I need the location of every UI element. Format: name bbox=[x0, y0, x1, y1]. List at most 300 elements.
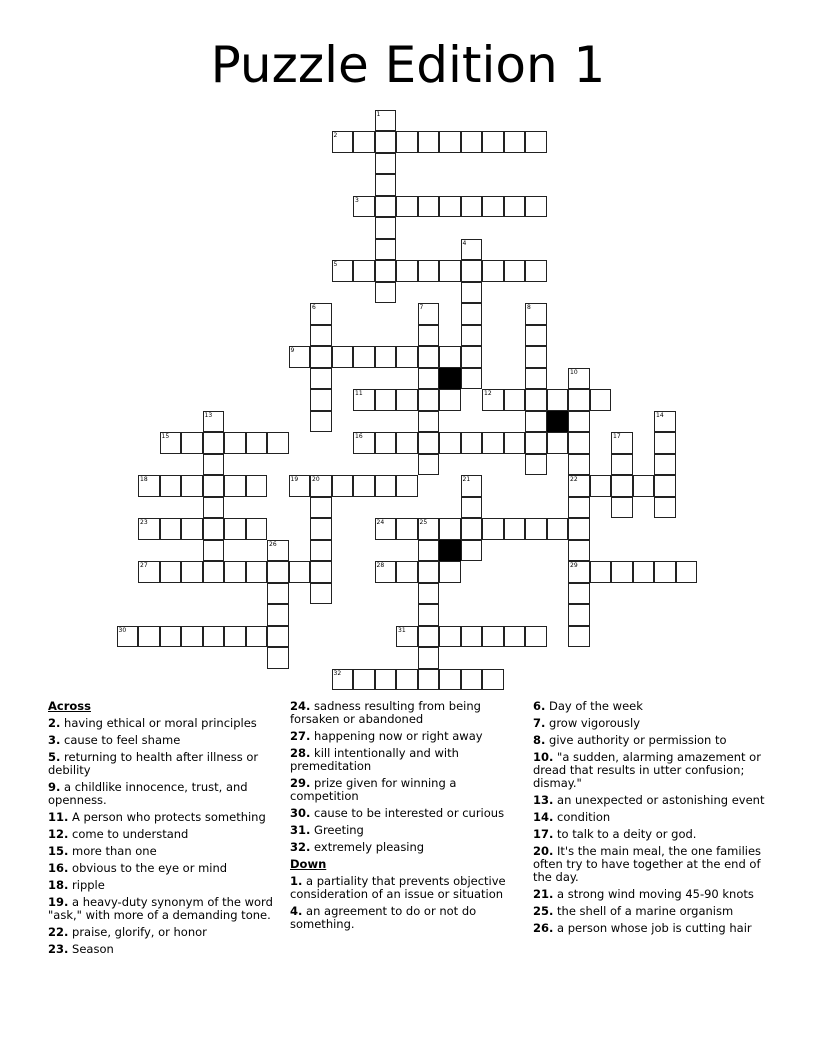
grid-cell[interactable] bbox=[203, 561, 225, 583]
grid-cell[interactable] bbox=[525, 411, 547, 433]
clue-number: 27. bbox=[290, 729, 311, 743]
grid-cell[interactable] bbox=[504, 626, 526, 648]
grid-cell[interactable] bbox=[590, 475, 612, 497]
cell-number: 12 bbox=[484, 390, 492, 397]
clue-text: Day of the week bbox=[549, 699, 643, 713]
grid-cell[interactable] bbox=[375, 260, 397, 282]
grid-cell[interactable] bbox=[461, 432, 483, 454]
grid-cell[interactable] bbox=[375, 346, 397, 368]
grid-cell[interactable] bbox=[461, 475, 483, 497]
grid-cell[interactable] bbox=[396, 626, 418, 648]
grid-cell[interactable] bbox=[375, 475, 397, 497]
clue-across-15 bbox=[48, 845, 280, 858]
grid-cell[interactable] bbox=[482, 669, 504, 691]
grid-cell[interactable] bbox=[461, 260, 483, 282]
grid-cell[interactable] bbox=[396, 389, 418, 411]
grid-cell[interactable] bbox=[396, 561, 418, 583]
clue-across-18 bbox=[48, 879, 280, 892]
cell-number: 13 bbox=[204, 411, 213, 419]
grid-cell[interactable] bbox=[375, 153, 397, 175]
grid-cell[interactable] bbox=[310, 497, 332, 519]
grid-cell[interactable] bbox=[396, 475, 418, 497]
grid-cell[interactable] bbox=[482, 196, 504, 218]
grid-cell[interactable] bbox=[160, 561, 182, 583]
grid-cell[interactable] bbox=[418, 626, 440, 648]
clue-number: 31. bbox=[290, 823, 311, 837]
grid-cell[interactable] bbox=[525, 454, 547, 476]
clue-text: prize given for winning a competition bbox=[290, 776, 457, 803]
grid-cell[interactable] bbox=[224, 626, 246, 648]
grid-cell[interactable] bbox=[375, 217, 397, 239]
cell-number: 16 bbox=[355, 433, 363, 440]
grid-cell[interactable] bbox=[181, 518, 203, 540]
grid-cell[interactable] bbox=[504, 518, 526, 540]
grid-cell[interactable] bbox=[224, 432, 246, 454]
grid-cell[interactable] bbox=[353, 346, 375, 368]
grid-cell[interactable] bbox=[418, 131, 440, 153]
grid-cell[interactable] bbox=[289, 475, 311, 497]
clue-text: a partiality that prevents objective consideration of an issue or situation bbox=[290, 874, 506, 901]
cell-number: 6 bbox=[312, 304, 316, 311]
grid-cell[interactable] bbox=[203, 626, 225, 648]
clue-number: 20. bbox=[533, 844, 554, 858]
clue-across-32 bbox=[290, 841, 522, 854]
grid-cell[interactable] bbox=[461, 239, 483, 261]
grid-cell[interactable] bbox=[396, 518, 418, 540]
grid-cell[interactable] bbox=[375, 196, 397, 218]
clue-number: 22. bbox=[48, 925, 69, 939]
grid-cell[interactable] bbox=[568, 626, 590, 648]
grid-cell[interactable] bbox=[310, 583, 332, 605]
clue-number: 19. bbox=[48, 895, 69, 909]
grid-cell[interactable] bbox=[568, 475, 590, 497]
clue-across-31 bbox=[290, 824, 522, 837]
grid-cell[interactable] bbox=[439, 196, 461, 218]
grid-cell[interactable] bbox=[224, 518, 246, 540]
grid-cell[interactable] bbox=[375, 282, 397, 304]
grid-cell[interactable] bbox=[375, 561, 397, 583]
grid-cell[interactable] bbox=[310, 346, 332, 368]
cell-number: 28 bbox=[376, 562, 385, 569]
clue-text: Greeting bbox=[314, 823, 364, 837]
grid-cell[interactable] bbox=[547, 518, 569, 540]
clue-across-24 bbox=[290, 700, 522, 726]
grid-cell[interactable] bbox=[246, 626, 268, 648]
grid-cell[interactable] bbox=[138, 626, 160, 648]
grid-cell[interactable] bbox=[568, 583, 590, 605]
grid-cell[interactable] bbox=[439, 131, 461, 153]
clue-across-3 bbox=[48, 734, 280, 747]
grid-cell[interactable] bbox=[375, 389, 397, 411]
grid-cell[interactable] bbox=[568, 518, 590, 540]
grid-cell[interactable] bbox=[633, 561, 655, 583]
grid-cell[interactable] bbox=[525, 518, 547, 540]
grid-cell[interactable] bbox=[353, 475, 375, 497]
clue-across-27 bbox=[290, 730, 522, 743]
grid-cell[interactable] bbox=[611, 497, 633, 519]
clue-across-9 bbox=[48, 781, 280, 807]
grid-cell[interactable] bbox=[332, 131, 354, 153]
clue-down-13 bbox=[533, 794, 773, 807]
grid-cell[interactable] bbox=[310, 325, 332, 347]
grid-cell[interactable] bbox=[353, 669, 375, 691]
grid-cell[interactable] bbox=[568, 432, 590, 454]
grid-cell[interactable] bbox=[568, 368, 590, 390]
cell-number: 7 bbox=[419, 304, 424, 311]
clue-down-17 bbox=[533, 828, 773, 841]
clue-number: 18. bbox=[48, 878, 69, 892]
grid-cell[interactable] bbox=[396, 669, 418, 691]
grid-cell[interactable] bbox=[138, 475, 160, 497]
grid-cell[interactable] bbox=[375, 174, 397, 196]
grid-cell[interactable] bbox=[289, 561, 311, 583]
clue-number: 21. bbox=[533, 887, 554, 901]
grid-cell[interactable] bbox=[461, 282, 483, 304]
clue-down-14 bbox=[533, 811, 773, 824]
grid-cell[interactable] bbox=[375, 518, 397, 540]
grid-cell[interactable] bbox=[203, 540, 225, 562]
clue-number: 8. bbox=[533, 733, 546, 747]
grid-cell[interactable] bbox=[525, 346, 547, 368]
grid-cell[interactable] bbox=[611, 475, 633, 497]
grid-cell[interactable] bbox=[654, 475, 676, 497]
grid-cell[interactable] bbox=[504, 131, 526, 153]
grid-cell[interactable] bbox=[590, 389, 612, 411]
clue-number: 32. bbox=[290, 840, 311, 854]
grid-cell[interactable] bbox=[525, 196, 547, 218]
grid-cell[interactable] bbox=[203, 518, 225, 540]
clue-across-12 bbox=[48, 828, 280, 841]
grid-cell[interactable] bbox=[418, 647, 440, 669]
grid-cell[interactable] bbox=[461, 368, 483, 390]
grid-cell[interactable] bbox=[396, 260, 418, 282]
grid-cell[interactable] bbox=[654, 497, 676, 519]
down-heading: Down bbox=[290, 857, 327, 871]
cell-number: 19 bbox=[290, 476, 299, 483]
grid-cell[interactable] bbox=[310, 540, 332, 562]
grid-cell[interactable] bbox=[418, 196, 440, 218]
clue-text: condition bbox=[557, 810, 611, 824]
grid-cell[interactable] bbox=[267, 540, 289, 562]
grid-cell[interactable] bbox=[375, 669, 397, 691]
clue-text: an agreement to do or not do something. bbox=[290, 904, 477, 931]
clue-text: praise, glorify, or honor bbox=[72, 925, 207, 939]
grid-cell[interactable] bbox=[439, 626, 461, 648]
grid-cell[interactable] bbox=[525, 325, 547, 347]
grid-cell[interactable] bbox=[654, 432, 676, 454]
clue-text: cause to be interested or curious bbox=[314, 806, 505, 820]
grid-cell[interactable] bbox=[267, 647, 289, 669]
grid-cell[interactable] bbox=[375, 110, 397, 132]
grid-cell[interactable] bbox=[439, 389, 461, 411]
grid-cell[interactable] bbox=[568, 561, 590, 583]
grid-cell[interactable] bbox=[568, 454, 590, 476]
grid-cell[interactable] bbox=[310, 303, 332, 325]
clue-number: 15. bbox=[48, 844, 69, 858]
clue-down-10 bbox=[533, 751, 773, 790]
grid-cell[interactable] bbox=[547, 389, 569, 411]
clue-number: 29. bbox=[290, 776, 311, 790]
grid-cell[interactable] bbox=[181, 432, 203, 454]
grid-cell[interactable] bbox=[654, 411, 676, 433]
grid-cell[interactable] bbox=[418, 454, 440, 476]
grid-cell[interactable] bbox=[246, 475, 268, 497]
grid-cell[interactable] bbox=[181, 561, 203, 583]
grid-cell[interactable] bbox=[267, 583, 289, 605]
grid-cell[interactable] bbox=[611, 432, 633, 454]
grid-cell[interactable] bbox=[568, 411, 590, 433]
grid-cell[interactable] bbox=[375, 239, 397, 261]
grid-cell[interactable] bbox=[396, 131, 418, 153]
grid-cell[interactable] bbox=[418, 583, 440, 605]
grid-cell[interactable] bbox=[461, 497, 483, 519]
grid-cell[interactable] bbox=[525, 260, 547, 282]
grid-cell[interactable] bbox=[525, 303, 547, 325]
grid-cell[interactable] bbox=[461, 196, 483, 218]
grid-cell[interactable] bbox=[203, 454, 225, 476]
cell-number: 22 bbox=[570, 476, 578, 483]
grid-cell[interactable] bbox=[654, 454, 676, 476]
grid-cell[interactable] bbox=[439, 346, 461, 368]
grid-cell[interactable] bbox=[181, 626, 203, 648]
grid-cell[interactable] bbox=[568, 540, 590, 562]
cell-number: 23 bbox=[140, 519, 148, 526]
clue-across-16 bbox=[48, 862, 280, 875]
grid-cell[interactable] bbox=[246, 432, 268, 454]
grid-cell[interactable] bbox=[461, 626, 483, 648]
grid-cell[interactable] bbox=[310, 561, 332, 583]
clue-text: a childlike innocence, trust, and openness. bbox=[48, 780, 248, 807]
clue-number: 12. bbox=[48, 827, 69, 841]
grid-cell[interactable] bbox=[418, 561, 440, 583]
clue-text: Season bbox=[72, 942, 114, 956]
grid-cell[interactable] bbox=[418, 346, 440, 368]
clue-number: 14. bbox=[533, 810, 554, 824]
clues-column-3 bbox=[533, 700, 773, 939]
clue-text: happening now or right away bbox=[314, 729, 483, 743]
grid-cell[interactable] bbox=[525, 626, 547, 648]
grid-cell[interactable] bbox=[310, 411, 332, 433]
grid-cell[interactable] bbox=[633, 475, 655, 497]
clue-text: cause to feel shame bbox=[64, 733, 181, 747]
clue-text: A person who protects something bbox=[72, 810, 266, 824]
grid-cell[interactable] bbox=[160, 432, 182, 454]
grid-cell[interactable] bbox=[439, 518, 461, 540]
grid-cell[interactable] bbox=[482, 432, 504, 454]
grid-cell[interactable] bbox=[418, 669, 440, 691]
cell-number: 20 bbox=[312, 476, 320, 483]
cell-number: 17 bbox=[613, 433, 621, 440]
clue-across-23 bbox=[48, 943, 280, 956]
grid-cell[interactable] bbox=[160, 626, 182, 648]
clue-text: more than one bbox=[72, 844, 157, 858]
grid-cell[interactable] bbox=[117, 626, 139, 648]
clue-down-26 bbox=[533, 922, 773, 935]
grid-cell[interactable] bbox=[568, 497, 590, 519]
cell-number: 21 bbox=[462, 476, 471, 483]
grid-cell[interactable] bbox=[568, 389, 590, 411]
grid-cell[interactable] bbox=[611, 454, 633, 476]
cell-number: 32 bbox=[333, 669, 342, 677]
grid-cell[interactable] bbox=[525, 432, 547, 454]
clue-across-30 bbox=[290, 807, 522, 820]
grid-cell[interactable] bbox=[310, 475, 332, 497]
grid-cell[interactable] bbox=[525, 131, 547, 153]
grid-cell[interactable] bbox=[504, 260, 526, 282]
grid-cell[interactable] bbox=[418, 432, 440, 454]
clue-text: to talk to a deity or god. bbox=[557, 827, 697, 841]
grid-cell[interactable] bbox=[246, 518, 268, 540]
clue-down-20 bbox=[533, 845, 773, 884]
grid-cell[interactable] bbox=[375, 131, 397, 153]
clue-number: 5. bbox=[48, 750, 61, 764]
clue-down-6 bbox=[533, 700, 773, 713]
grid-cell[interactable] bbox=[332, 346, 354, 368]
grid-cell[interactable] bbox=[203, 411, 225, 433]
clue-text: a heavy-duty synonym of the word "ask," with more of a demanding tone. bbox=[48, 895, 273, 922]
cell-number: 3 bbox=[355, 196, 359, 204]
grid-cell[interactable] bbox=[353, 389, 375, 411]
clue-text: sadness resulting from being forsaken or abandoned bbox=[290, 699, 481, 726]
clue-across-19 bbox=[48, 896, 280, 922]
clue-text: It's the main meal, the one families often try to have together at the end of the day. bbox=[533, 844, 762, 884]
grid-cell[interactable] bbox=[461, 131, 483, 153]
grid-cell[interactable] bbox=[482, 260, 504, 282]
cell-number: 1 bbox=[376, 110, 381, 118]
grid-cell[interactable] bbox=[160, 518, 182, 540]
grid-cell[interactable] bbox=[267, 626, 289, 648]
grid-cell[interactable] bbox=[525, 368, 547, 390]
clue-text: a person whose job is cutting hair bbox=[557, 921, 752, 935]
grid-cell[interactable] bbox=[181, 475, 203, 497]
grid-cell[interactable] bbox=[504, 432, 526, 454]
grid-cell[interactable] bbox=[676, 561, 698, 583]
grid-cell[interactable] bbox=[525, 389, 547, 411]
grid-cell[interactable] bbox=[310, 518, 332, 540]
clue-number: 24. bbox=[290, 699, 311, 713]
grid-cell[interactable] bbox=[568, 604, 590, 626]
grid-cell[interactable] bbox=[353, 196, 375, 218]
grid-cell[interactable] bbox=[482, 389, 504, 411]
grid-cell[interactable] bbox=[461, 669, 483, 691]
grid-cell[interactable] bbox=[396, 346, 418, 368]
grid-cell[interactable] bbox=[461, 540, 483, 562]
grid-cell[interactable] bbox=[267, 432, 289, 454]
clue-text: ripple bbox=[72, 878, 105, 892]
grid-cell[interactable] bbox=[224, 561, 246, 583]
grid-cell[interactable] bbox=[439, 669, 461, 691]
clue-number: 26. bbox=[533, 921, 554, 935]
clue-number: 28. bbox=[290, 746, 311, 760]
grid-cell[interactable] bbox=[418, 368, 440, 390]
grid-cell[interactable] bbox=[203, 432, 225, 454]
clue-number: 17. bbox=[533, 827, 554, 841]
clue-number: 6. bbox=[533, 699, 546, 713]
grid-cell[interactable] bbox=[418, 518, 440, 540]
grid-cell[interactable] bbox=[547, 432, 569, 454]
clue-text: come to understand bbox=[72, 827, 189, 841]
grid-cell[interactable] bbox=[267, 604, 289, 626]
grid-cell[interactable] bbox=[310, 389, 332, 411]
grid-cell[interactable] bbox=[461, 325, 483, 347]
cell-number: 25 bbox=[419, 519, 428, 526]
grid-cell[interactable] bbox=[482, 518, 504, 540]
black-cell bbox=[439, 540, 461, 562]
grid-cell[interactable] bbox=[461, 346, 483, 368]
grid-cell[interactable] bbox=[418, 303, 440, 325]
grid-cell[interactable] bbox=[203, 475, 225, 497]
clue-text: an unexpected or astonishing event bbox=[557, 793, 765, 807]
grid-cell[interactable] bbox=[418, 325, 440, 347]
clue-down-21 bbox=[533, 888, 773, 901]
grid-cell[interactable] bbox=[289, 346, 311, 368]
grid-cell[interactable] bbox=[332, 475, 354, 497]
grid-cell[interactable] bbox=[418, 260, 440, 282]
grid-cell[interactable] bbox=[353, 260, 375, 282]
across-clue-list-part1 bbox=[48, 717, 280, 956]
grid-cell[interactable] bbox=[654, 561, 676, 583]
black-cell bbox=[439, 368, 461, 390]
grid-cell[interactable] bbox=[418, 540, 440, 562]
grid-cell[interactable] bbox=[611, 561, 633, 583]
clue-text: kill intentionally and with premeditation bbox=[290, 746, 459, 773]
grid-cell[interactable] bbox=[418, 411, 440, 433]
cell-number: 29 bbox=[570, 562, 578, 569]
grid-cell[interactable] bbox=[418, 389, 440, 411]
grid-cell[interactable] bbox=[439, 561, 461, 583]
grid-cell[interactable] bbox=[482, 131, 504, 153]
grid-cell[interactable] bbox=[375, 432, 397, 454]
grid-cell[interactable] bbox=[224, 475, 246, 497]
grid-cell[interactable] bbox=[353, 131, 375, 153]
grid-cell[interactable] bbox=[332, 260, 354, 282]
black-cell bbox=[547, 411, 569, 433]
grid-cell[interactable] bbox=[482, 626, 504, 648]
clue-text: the shell of a marine organism bbox=[557, 904, 734, 918]
clues-column-2 bbox=[290, 700, 522, 935]
clue-text: obvious to the eye or mind bbox=[72, 861, 228, 875]
clue-number: 1. bbox=[290, 874, 303, 888]
grid-cell[interactable] bbox=[267, 561, 289, 583]
grid-cell[interactable] bbox=[590, 561, 612, 583]
clue-text: a strong wind moving 45-90 knots bbox=[557, 887, 754, 901]
clue-text: returning to health after illness or debility bbox=[48, 750, 259, 777]
grid-cell[interactable] bbox=[439, 260, 461, 282]
clue-across-22 bbox=[48, 926, 280, 939]
grid-cell[interactable] bbox=[396, 432, 418, 454]
grid-cell[interactable] bbox=[439, 432, 461, 454]
clue-down-4 bbox=[290, 905, 522, 931]
grid-cell[interactable] bbox=[353, 432, 375, 454]
grid-cell[interactable] bbox=[203, 497, 225, 519]
grid-cell[interactable] bbox=[332, 669, 354, 691]
grid-cell[interactable] bbox=[461, 303, 483, 325]
grid-cell[interactable] bbox=[461, 518, 483, 540]
grid-cell[interactable] bbox=[504, 196, 526, 218]
grid-cell[interactable] bbox=[160, 475, 182, 497]
grid-cell[interactable] bbox=[246, 561, 268, 583]
cell-number: 10 bbox=[570, 368, 578, 376]
clue-text: grow vigorously bbox=[549, 716, 641, 730]
grid-cell[interactable] bbox=[396, 196, 418, 218]
clue-number: 30. bbox=[290, 806, 311, 820]
grid-cell[interactable] bbox=[310, 368, 332, 390]
grid-cell[interactable] bbox=[418, 604, 440, 626]
grid-cell[interactable] bbox=[138, 518, 160, 540]
clue-across-28 bbox=[290, 747, 522, 773]
grid-cell[interactable] bbox=[504, 389, 526, 411]
grid-cell[interactable] bbox=[138, 561, 160, 583]
